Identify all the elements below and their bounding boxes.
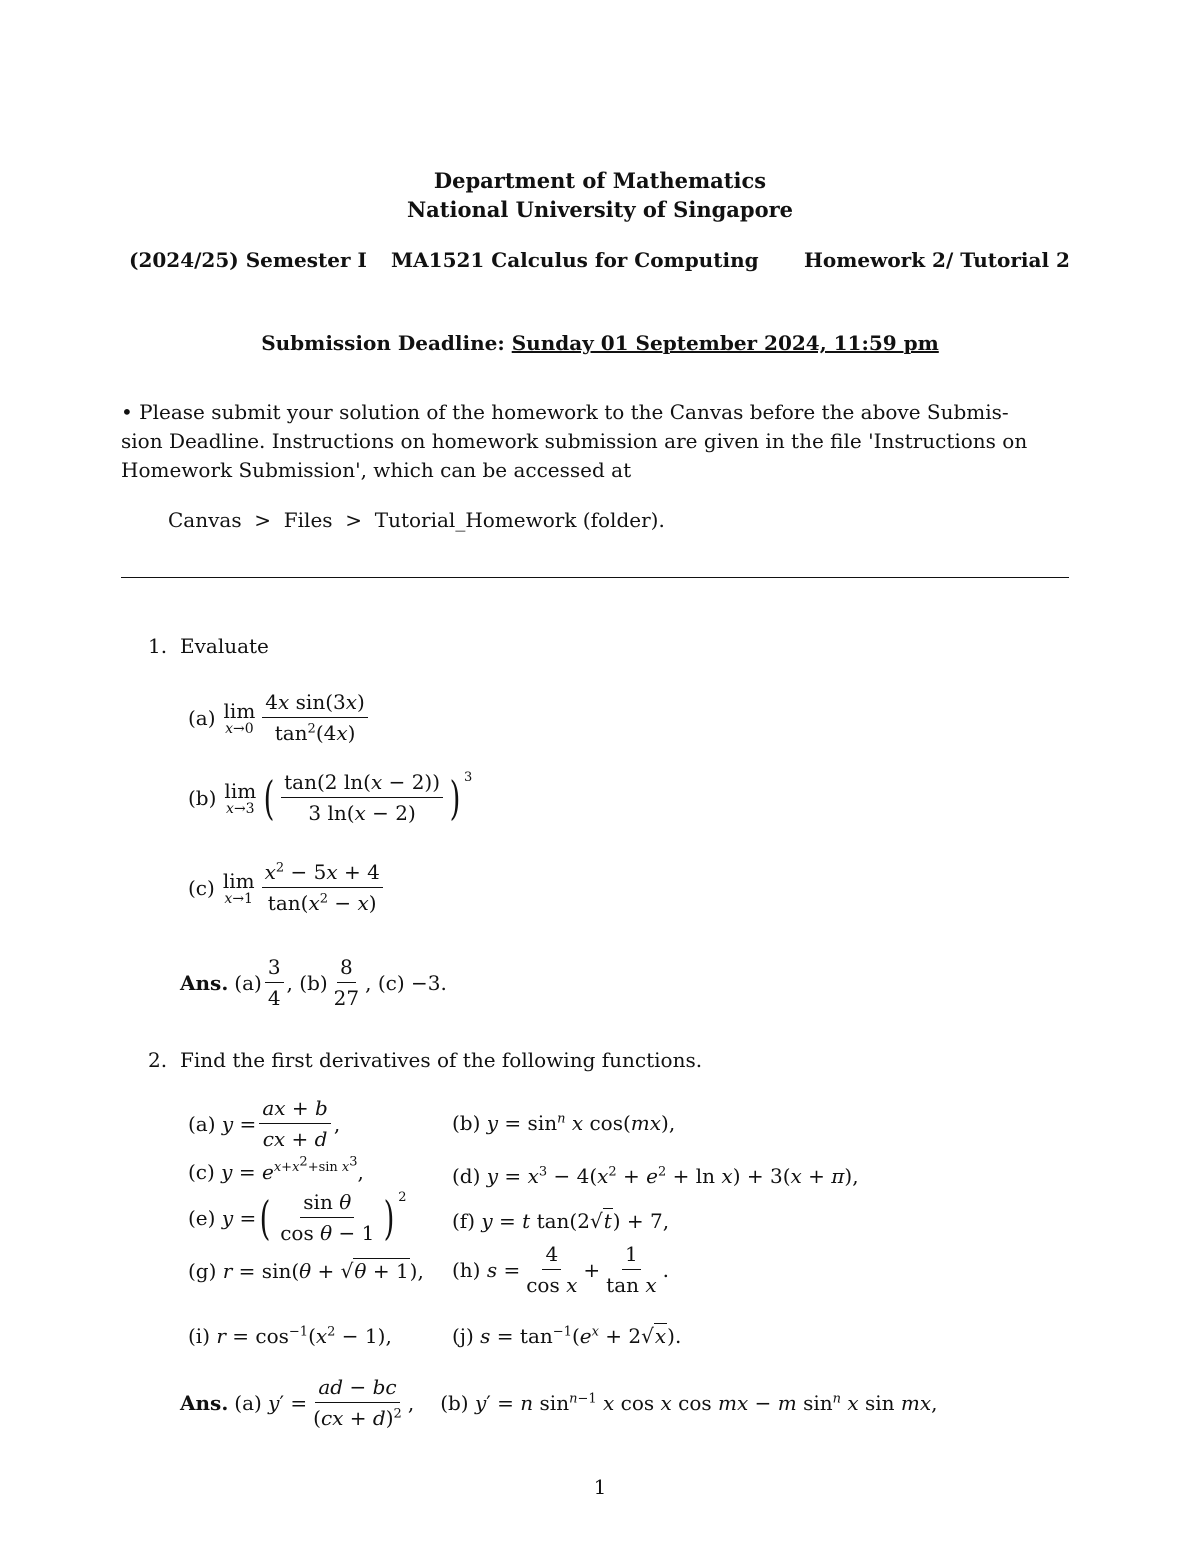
deadline-value: Sunday 01 September 2024, 11:59 pm xyxy=(511,331,939,355)
q1-part-a: (a) lim x→0 $\frac{\text{4x sin(3x)}}{\tan^2(4x)}$ xyxy=(188,690,371,745)
q2-part-h: (h) s = $\frac{4}{\text{cos x}}$ + $\frac{1}{\text{tan x}}$ . xyxy=(452,1242,669,1297)
q2-part-g: (g) r = sin(θ + √θ + 1), xyxy=(188,1259,424,1283)
q1-title: Evaluate xyxy=(180,634,269,658)
university-title: National University of Singapore xyxy=(406,197,794,222)
q2-part-c: (c) $y = e^{x+x^2+sin x^3}$, xyxy=(188,1155,364,1184)
instruction-line-2: sion Deadline. Instructions on homework submission are given in the file 'Instructions on xyxy=(121,429,1028,453)
q2-part-j: (j) $s = \tan^{-1}(e^x + 2√x)$. xyxy=(452,1324,682,1348)
course-title: MA1521 Calculus for Computing xyxy=(391,248,759,272)
submission-deadline xyxy=(0,331,1200,355)
q2-part-d: (d) $y = x^3 - 4(x^2 + e^2 + \ln x) + 3(x + \pi)$, xyxy=(452,1164,859,1188)
q1-answer: Ans. (a) $\frac{3}{4}$ , (b) $\frac{8}{27}$ , (c) −3. xyxy=(180,955,447,1010)
q1-number: 1. xyxy=(148,634,168,658)
q2-part-f: (f) y = t tan(2√t) + 7, xyxy=(452,1209,670,1233)
q2-number: 2. xyxy=(148,1048,168,1072)
q2-part-b: (b) $y = \sin^n x$ cos(mx), xyxy=(452,1111,676,1135)
page-number: 1 xyxy=(593,1475,607,1499)
deadline-label: Submission Deadline: xyxy=(261,331,505,355)
q2-title: Find the first derivatives of the following functions. xyxy=(180,1048,703,1072)
q2-part-e: (e) y = ( $\frac{\text{sin θ}}{\text{cos θ − 1}}$ ) 2 xyxy=(188,1190,407,1245)
canvas-path: Canvas > Files > Tutorial_Homework (folder). xyxy=(168,508,665,532)
q1-part-b: (b) lim x→3 ( $\frac{\tan(2 \ln(x - 2))}{3 \ln(x - 2)}$ ) 3 xyxy=(188,770,473,825)
department-title: Department of Mathematics xyxy=(433,168,767,193)
q1-part-c: (c) lim x→1 $\frac{x^2 - 5x + 4}{\tan(x^2 - x)}$ xyxy=(188,860,386,915)
q2-part-a: (a) y = $\frac{ax + b}{cx + d}$ , xyxy=(188,1096,341,1151)
q2-part-i: (i) $r = \cos^{-1}(x^2 - 1)$, xyxy=(188,1324,392,1348)
instruction-line-1: • Please submit your solution of the homework to the Canvas before the above Submis- xyxy=(121,400,1009,424)
assignment-title: Homework 2/ Tutorial 2 xyxy=(804,248,1070,272)
horizontal-divider xyxy=(121,577,1069,578)
semester-label: (2024/25) Semester I xyxy=(129,248,367,272)
instruction-line-3: Homework Submission', which can be accessed at xyxy=(121,458,632,482)
q2-answer: Ans. (a) y′ = $\frac{ad - bc}{(cx + d)^2}$ , (b) y′ = n $\sin^{n-1} x$ cos x cos mx − m $\sin^n x$ sin mx, xyxy=(180,1375,938,1430)
